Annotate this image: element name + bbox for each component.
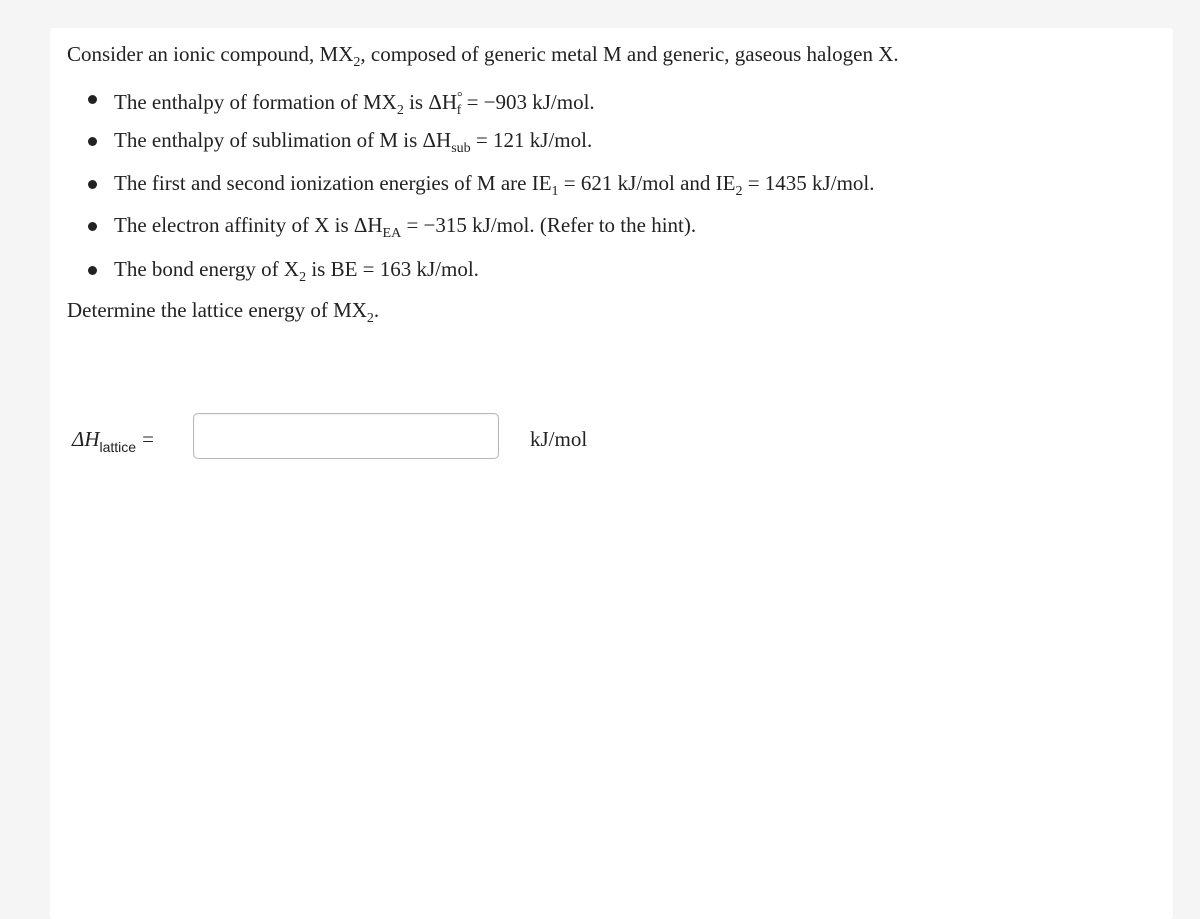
question-card: Consider an ionic compound, $MX_2$, composed of generic metal M and generic, gaseous halogen X. The enthalpy of formation of $MX_2$ is $\Delta H^\circ_f = -903$ kJ/mol. The enthalpy of sublimation of M is $\Delta H_{sub} = 121$ kJ/mol. The first and second ionization energies of M are $IE_1 = 621$ kJ/mol and $IE_2 = 1435$ kJ/mol. The electron affinity of X is $\Delta H_{EA} = -315$ kJ/mol. (Refer to the hint). The bond energy of $X_2$ is BE = 163 kJ/mol. Determine the lattice energy of $MX_2$. $\Delta H_{lattice}$ = kJ/mol	[50, 28, 1173, 919]
bullet-icon	[88, 222, 97, 231]
bullet-icon	[88, 95, 97, 104]
bullet-icon	[88, 266, 97, 275]
question-prompt: Determine the lattice energy of $MX_2$.	[67, 298, 380, 326]
bullet-icon	[88, 180, 97, 189]
lattice-energy-label: $\Delta H_{lattice}$ =	[72, 427, 154, 455]
question-intro: Consider an ionic compound, $MX_2$, composed of generic metal M and generic, gaseous halogen X.	[67, 42, 899, 70]
answer-row	[50, 411, 1173, 467]
bullet-icon	[88, 137, 97, 146]
lattice-energy-input[interactable]	[193, 413, 499, 459]
unit-label: kJ/mol	[530, 427, 588, 451]
